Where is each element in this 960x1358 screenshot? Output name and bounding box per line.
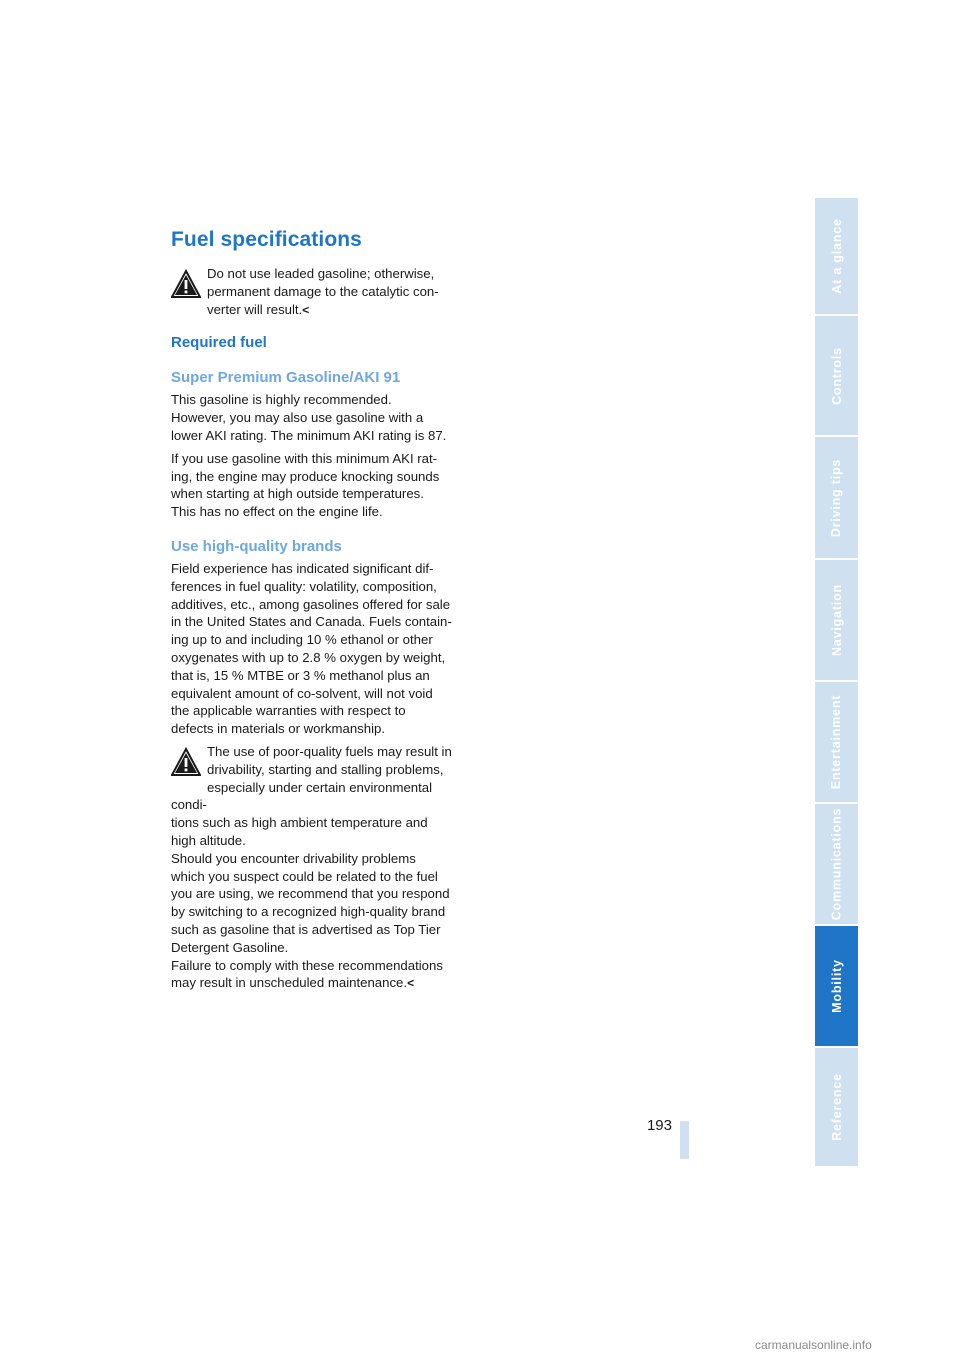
text-line: that is, 15 % MTBE or 3 % methanol plus an — [171, 667, 430, 683]
tab-navigation[interactable] — [815, 560, 858, 682]
page-title: Fuel specifications — [171, 228, 362, 251]
text-line: drivability, starting and stalling problems, — [207, 761, 444, 777]
text-line: lower AKI rating. The minimum AKI rating is 87. — [171, 427, 447, 443]
warning1-line-2: permanent damage to the catalytic con- — [207, 283, 439, 299]
text-line: especially under certain environmental condi- — [171, 779, 433, 813]
text-line: This has no effect on the engine life. — [171, 504, 383, 520]
text-line: defects in materials or workmanship. — [171, 721, 386, 737]
warning-poor-quality-fuels — [171, 743, 465, 993]
tab-at-a-glance[interactable] — [815, 198, 858, 316]
chapter-tabs-sidebar — [815, 198, 858, 1168]
page-number: 193 — [646, 1117, 672, 1134]
end-marker: < — [407, 976, 415, 991]
tab-reference[interactable] — [815, 1048, 858, 1168]
tab-label: Communications — [829, 807, 844, 921]
text-line: tions such as high ambient temperature and — [171, 815, 428, 831]
text-line: may result in unscheduled maintenance. — [171, 975, 408, 991]
tab-label: Navigation — [829, 584, 844, 656]
tab-entertainment[interactable] — [815, 682, 858, 804]
text-line: Field experience has indicated significant dif- — [171, 560, 434, 576]
warning-leaded-gasoline — [171, 265, 465, 319]
text-line: by switching to a recognized high-quality brand — [171, 904, 446, 920]
tab-label: Mobility — [829, 959, 844, 1013]
text-line: However, you may also use gasoline with a — [171, 410, 424, 426]
text-line: If you use gasoline with this minimum AKI rat- — [171, 450, 438, 466]
subsection-high-quality-brands: Use high-quality brands — [171, 537, 342, 555]
warning1-line-1: Do not use leaded gasoline; otherwise, — [207, 266, 435, 281]
text-line: This gasoline is highly recommended. — [171, 392, 392, 408]
text-line: in the United States and Canada. Fuels contain- — [171, 614, 452, 630]
tab-mobility[interactable] — [815, 926, 858, 1048]
text-line: when starting at high outside temperatures. — [171, 486, 424, 502]
main-content — [171, 228, 465, 993]
tab-label: Reference — [829, 1073, 844, 1141]
text-line: such as gasoline that is advertised as Top Tier — [171, 921, 441, 937]
warning-triangle-icon — [171, 269, 201, 299]
tab-label: Driving tips — [829, 458, 844, 537]
warning1-line-3: verter will result. — [207, 301, 303, 317]
text-line: which you suspect could be related to the fuel — [171, 868, 438, 884]
tab-communications[interactable] — [815, 804, 858, 926]
section-required-fuel: Required fuel — [171, 334, 267, 352]
text-line: ferences in fuel quality: volatility, composition, — [171, 578, 437, 594]
text-line: the applicable warranties with respect to — [171, 703, 406, 719]
paragraph-highly-recommended — [171, 391, 465, 444]
text-line: Detergent Gasoline. — [171, 939, 289, 955]
text-line: Failure to comply with these recommendations — [171, 957, 443, 973]
text-line: high altitude. — [171, 832, 246, 848]
paragraph-minimum-aki — [171, 450, 465, 521]
text-line: Should you encounter drivability problems — [171, 850, 416, 866]
text-line: ing up to and including 10 % ethanol or other — [171, 632, 433, 648]
text-line: additives, etc., among gasolines offered for sale — [171, 596, 451, 612]
tab-controls[interactable] — [815, 316, 858, 437]
warning-triangle-icon — [171, 747, 201, 777]
text-line: equivalent amount of co-solvent, will not void — [171, 685, 433, 701]
page-number-bar — [680, 1121, 689, 1159]
text-line: oxygenates with up to 2.8 % oxygen by weight, — [171, 649, 446, 665]
tab-label: Entertainment — [829, 694, 844, 790]
end-marker: < — [302, 302, 310, 317]
watermark: carmanualsonline.info — [755, 1338, 872, 1352]
subsection-super-premium: Super Premium Gasoline/AKI 91 — [171, 369, 401, 387]
paragraph-field-experience — [171, 560, 465, 738]
tab-driving-tips[interactable] — [815, 437, 858, 560]
text-line: ing, the engine may produce knocking sounds — [171, 468, 440, 484]
text-line: you are using, we recommend that you respond — [171, 886, 450, 902]
tab-label: At a glance — [829, 218, 844, 294]
tab-label: Controls — [829, 346, 844, 405]
text-line: The use of poor-quality fuels may result in — [207, 743, 452, 759]
